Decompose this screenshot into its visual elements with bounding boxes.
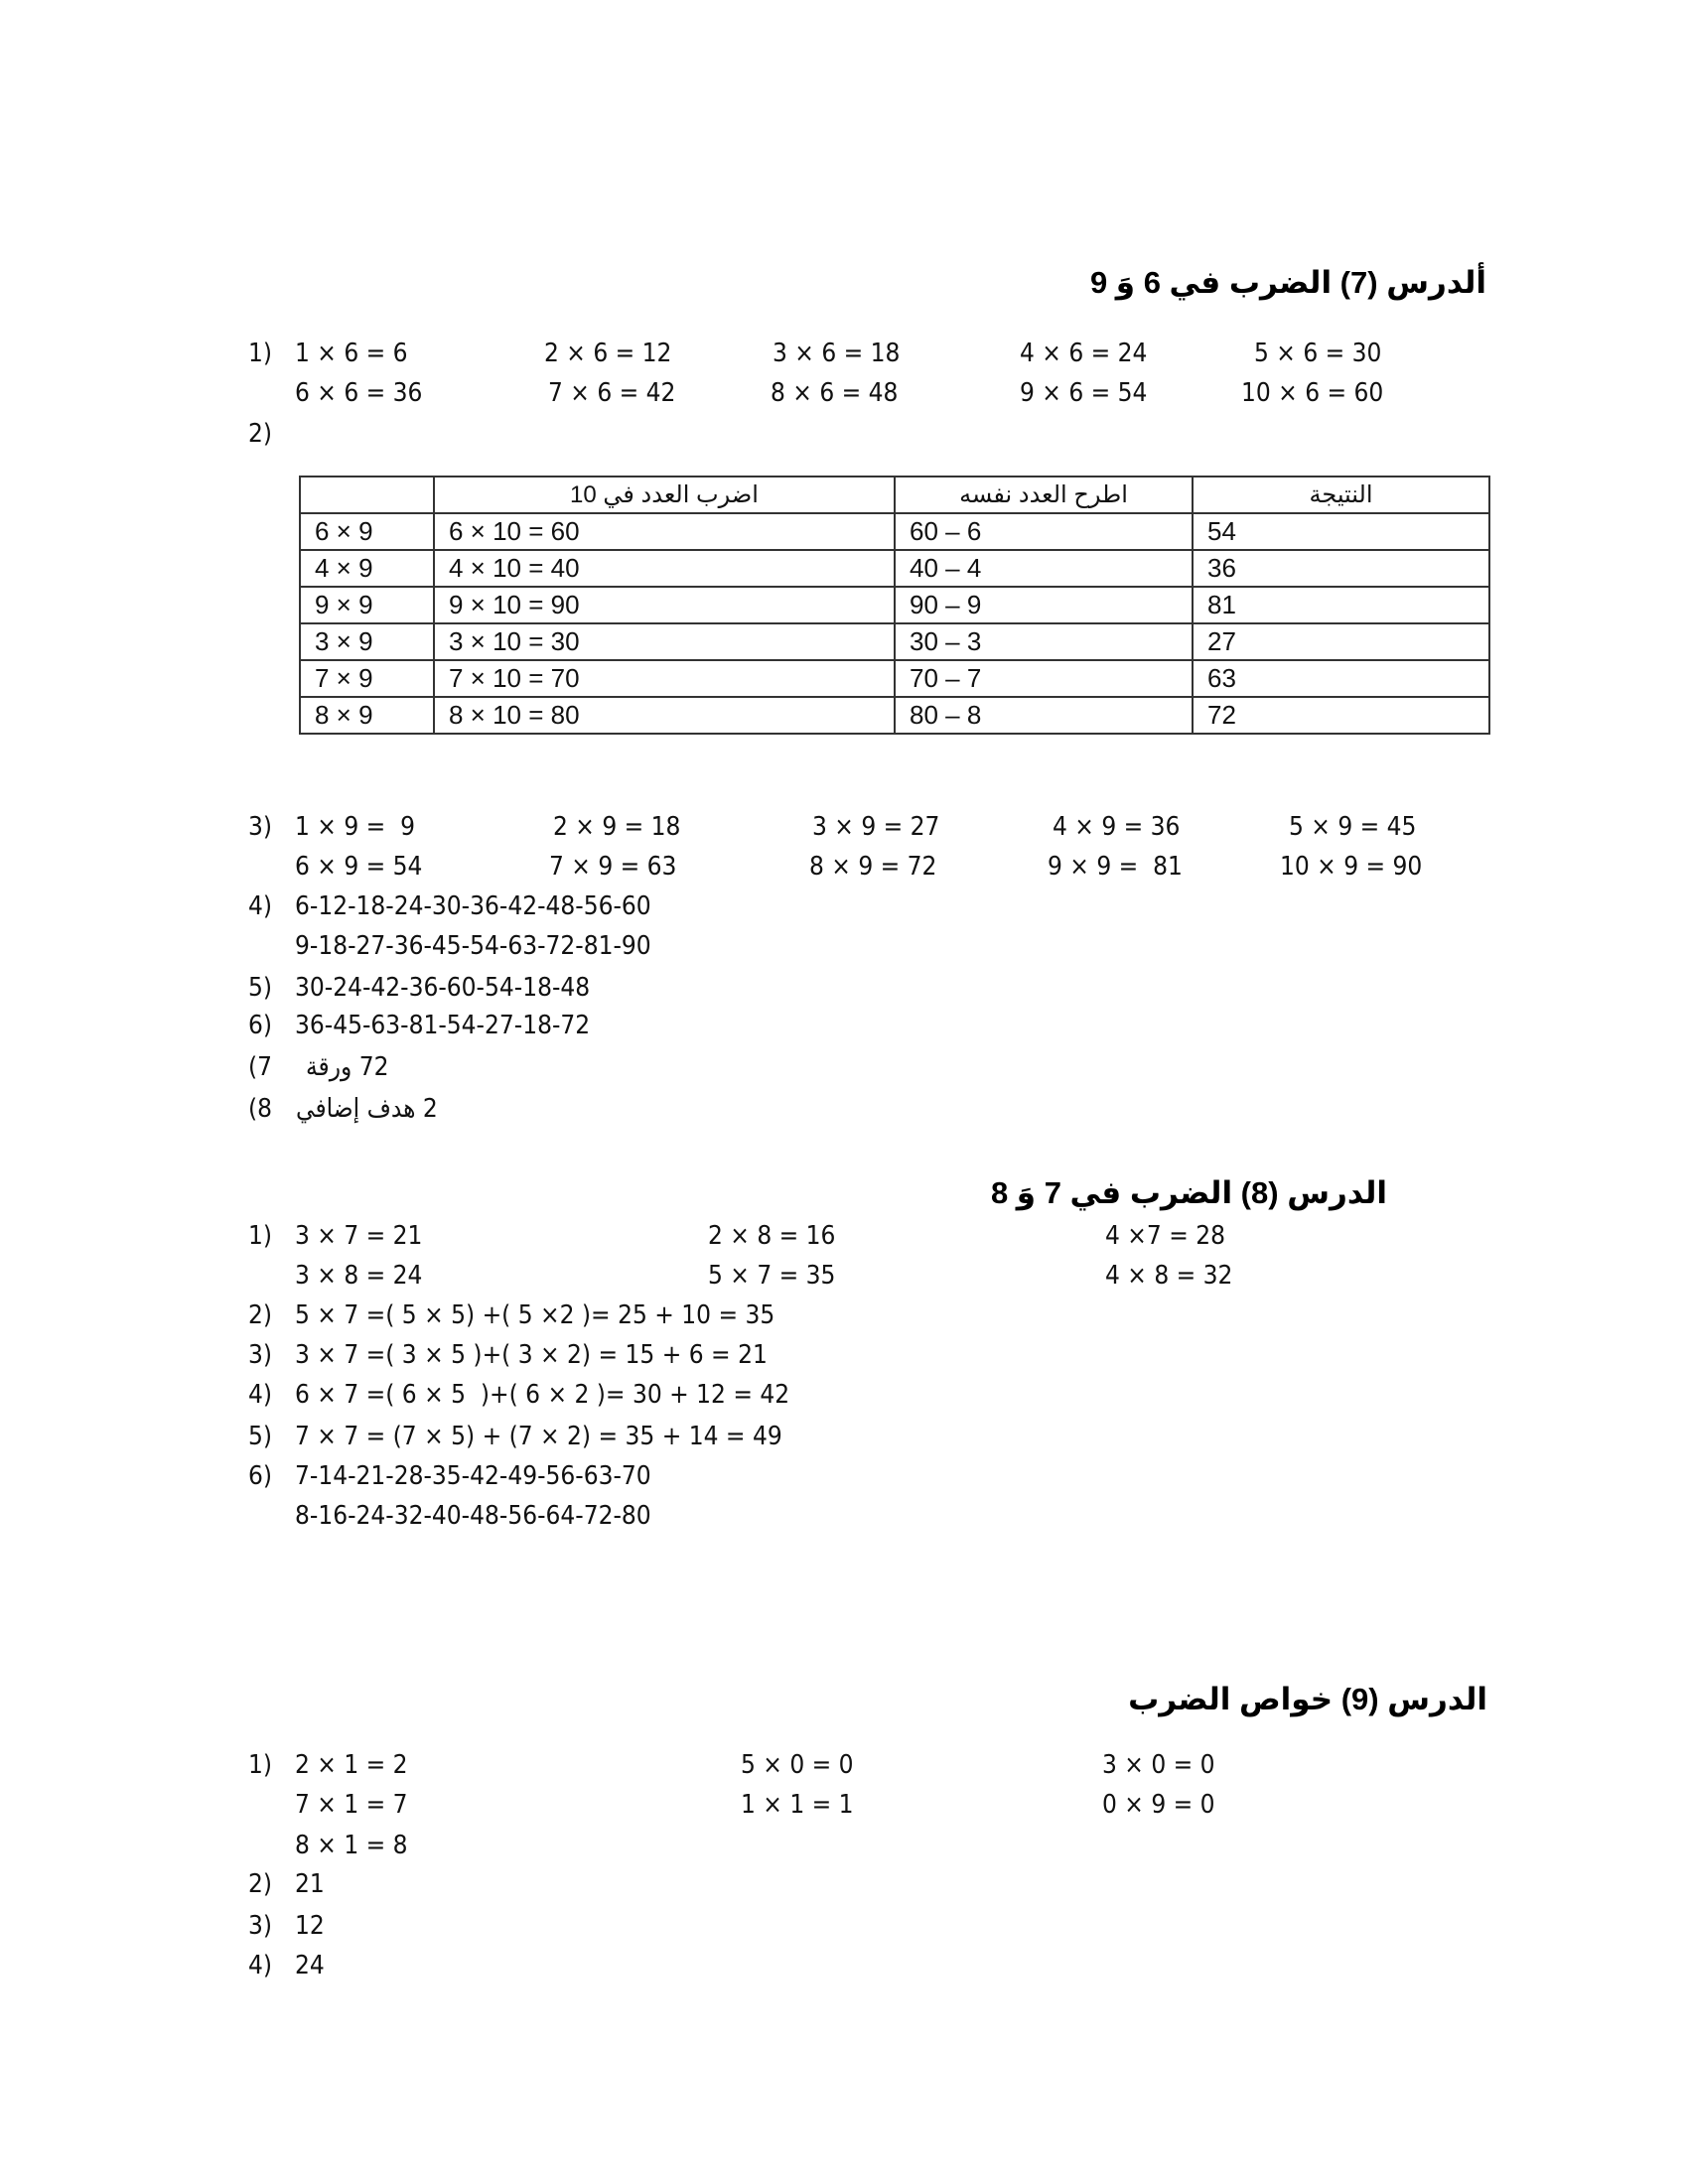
table-row: [300, 550, 1489, 587]
table-header-row: [300, 477, 1489, 513]
equation: 1 × 1 = 1: [741, 1790, 854, 1820]
l7-q6: [248, 1006, 943, 1045]
question-marker: 6): [248, 1011, 273, 1040]
equation: 7 × 9 = 63: [549, 852, 677, 882]
equation: 7 × 6 = 42: [548, 378, 676, 408]
table-cell: 8 × 10 = 80: [434, 697, 895, 734]
equation: 6 × 9 = 54: [295, 852, 423, 882]
l9-q3: [248, 1906, 546, 1946]
question-marker: 1): [248, 339, 273, 368]
question-marker: 2): [248, 1869, 273, 1899]
table-cell: 9 × 10 = 90: [434, 587, 895, 623]
equation: 2 × 9 = 18: [553, 812, 681, 842]
lesson-8-title: الدرس (8) الضرب في 7 وَ 8: [990, 1175, 1387, 1210]
equation: 10 × 6 = 60: [1241, 378, 1384, 408]
equation: 2 × 1 = 2: [295, 1750, 408, 1780]
table-row: [300, 660, 1489, 697]
l9-q4: [248, 1946, 546, 1985]
equation: 4 × 8 = 32: [1105, 1261, 1233, 1291]
table-cell: 3 × 9: [300, 623, 434, 660]
table-row: [300, 697, 1489, 734]
answer-text: 72 ورقة: [306, 1052, 389, 1082]
table-cell: 30 – 3: [895, 623, 1193, 660]
equation: 8 × 9 = 72: [809, 852, 937, 882]
table-header: [300, 477, 434, 513]
table-row: [300, 513, 1489, 550]
table-header: اضرب العدد في 10: [434, 477, 895, 513]
equation: 5 × 6 = 30: [1254, 339, 1382, 368]
l7-q4-line1: [248, 887, 943, 926]
equation: 3 × 8 = 24: [295, 1261, 423, 1291]
equation: 6 × 6 = 36: [295, 378, 423, 408]
equation: 5 × 0 = 0: [741, 1750, 854, 1780]
table-cell: 70 – 7: [895, 660, 1193, 697]
table-cell: 36: [1193, 550, 1489, 587]
answer-text: 24: [295, 1951, 325, 1980]
question-marker: 6): [248, 1461, 273, 1491]
table-header: اطرح العدد نفسه: [895, 477, 1193, 513]
table-cell: 27: [1193, 623, 1489, 660]
equation: 4 × 6 = 24: [1020, 339, 1148, 368]
l8-q5: [248, 1417, 1043, 1456]
equation: 1 × 6 = 6: [295, 339, 408, 368]
question-marker: 1): [248, 1221, 273, 1251]
l8-q1-row1: [248, 1216, 1340, 1256]
question-marker: 1): [248, 1750, 273, 1780]
table-cell: 80 – 8: [895, 697, 1193, 734]
question-marker: (8: [248, 1094, 273, 1124]
question-marker: 3): [248, 1340, 273, 1370]
table-cell: 63: [1193, 660, 1489, 697]
table-cell: 90 – 9: [895, 587, 1193, 623]
table-cell: 72: [1193, 697, 1489, 734]
l7-q3-row1: [248, 807, 1489, 847]
l7-q2: [248, 414, 348, 454]
table-cell: 40 – 4: [895, 550, 1193, 587]
equation: 7 × 7 = (7 × 5) + (7 × 2) = 35 + 14 = 49: [295, 1422, 782, 1451]
l9-q1-row2: [248, 1785, 1340, 1825]
l8-q3: [248, 1335, 1043, 1375]
equation: 3 × 7 = 21: [295, 1221, 423, 1251]
question-marker: 3): [248, 1911, 273, 1941]
equation: 3 × 6 = 18: [773, 339, 901, 368]
number-sequence: 9-18-27-36-45-54-63-72-81-90: [295, 931, 651, 961]
equation: 9 × 6 = 54: [1020, 378, 1148, 408]
table-cell: 60 – 6: [895, 513, 1193, 550]
l7-q1-row1: [248, 334, 1440, 373]
multiply-by-9-table: [299, 476, 1490, 735]
question-marker: 4): [248, 1951, 273, 1980]
question-marker: 2): [248, 1300, 273, 1330]
table-cell: 54: [1193, 513, 1489, 550]
equation: 0 × 9 = 0: [1102, 1790, 1215, 1820]
l7-q8: [248, 1089, 645, 1129]
table-row: [300, 587, 1489, 623]
number-sequence: 7-14-21-28-35-42-49-56-63-70: [295, 1461, 651, 1491]
answer-text: 21: [295, 1869, 325, 1899]
table-cell: 81: [1193, 587, 1489, 623]
number-sequence: 30-24-42-36-60-54-18-48: [295, 973, 591, 1003]
equation: 9 × 9 = 81: [1048, 852, 1183, 882]
equation: 6 × 7 =( 6 × 5 )+( 6 × 2 )= 30 + 12 = 42: [295, 1380, 790, 1410]
l8-q1-row2: [248, 1256, 1340, 1296]
question-marker: 4): [248, 1380, 273, 1410]
question-marker: (7: [248, 1052, 273, 1082]
equation: 3 × 9 = 27: [812, 812, 940, 842]
l9-q2: [248, 1864, 546, 1904]
equation: 8 × 1 = 8: [295, 1831, 408, 1860]
question-marker: 4): [248, 891, 273, 921]
lesson-7-title: ألدرس (7) الضرب في 6 وَ 9: [1089, 265, 1486, 300]
equation: 3 × 0 = 0: [1102, 1750, 1215, 1780]
equation: 5 × 7 =( 5 × 5) +( 5 ×2 )= 25 + 10 = 35: [295, 1300, 775, 1330]
l8-q2: [248, 1296, 1043, 1335]
answer-text: 12: [295, 1911, 325, 1941]
table-cell: 7 × 10 = 70: [434, 660, 895, 697]
equation: 5 × 7 = 35: [708, 1261, 836, 1291]
equation: 7 × 1 = 7: [295, 1790, 408, 1820]
question-marker: 5): [248, 1422, 273, 1451]
equation: 2 × 8 = 16: [708, 1221, 836, 1251]
table-cell: 4 × 10 = 40: [434, 550, 895, 587]
table-cell: 6 × 10 = 60: [434, 513, 895, 550]
number-sequence: 8-16-24-32-40-48-56-64-72-80: [295, 1501, 651, 1531]
l7-q4-line2: [248, 926, 943, 966]
l9-q1-row3: [248, 1826, 844, 1865]
question-marker: 5): [248, 973, 273, 1003]
l7-q1-row2: [248, 373, 1440, 413]
question-marker: 2): [248, 419, 273, 449]
equation: 2 × 6 = 12: [544, 339, 672, 368]
number-sequence: 36-45-63-81-54-27-18-72: [295, 1011, 591, 1040]
l7-q7: [248, 1047, 645, 1087]
equation: 10 × 9 = 90: [1280, 852, 1423, 882]
equation: 8 × 6 = 48: [771, 378, 899, 408]
number-sequence: 6-12-18-24-30-36-42-48-56-60: [295, 891, 651, 921]
equation: 3 × 7 =( 3 × 5 )+( 3 × 2) = 15 + 6 = 21: [295, 1340, 768, 1370]
l7-q5: [248, 968, 943, 1008]
equation: 4 × 9 = 36: [1053, 812, 1181, 842]
equation: 5 × 9 = 45: [1289, 812, 1417, 842]
table-cell: 4 × 9: [300, 550, 434, 587]
table-header: النتيجة: [1193, 477, 1489, 513]
l9-q1-row1: [248, 1745, 1340, 1785]
lesson-9-title: الدرس (9) خواص الضرب: [1128, 1682, 1487, 1716]
table-cell: 6 × 9: [300, 513, 434, 550]
l8-q4: [248, 1375, 1043, 1415]
table-cell: 9 × 9: [300, 587, 434, 623]
answer-text: 2 هدف إضافي: [296, 1094, 438, 1124]
table-cell: 3 × 10 = 30: [434, 623, 895, 660]
equation: 1 × 9 = 9: [295, 812, 415, 842]
question-marker: 3): [248, 812, 273, 842]
l7-q3-row2: [248, 847, 1489, 887]
equation: 4 ×7 = 28: [1105, 1221, 1225, 1251]
l8-q6-line1: [248, 1456, 1043, 1496]
table-cell: 7 × 9: [300, 660, 434, 697]
table-cell: 8 × 9: [300, 697, 434, 734]
l8-q6-line2: [248, 1496, 1043, 1536]
table-row: [300, 623, 1489, 660]
